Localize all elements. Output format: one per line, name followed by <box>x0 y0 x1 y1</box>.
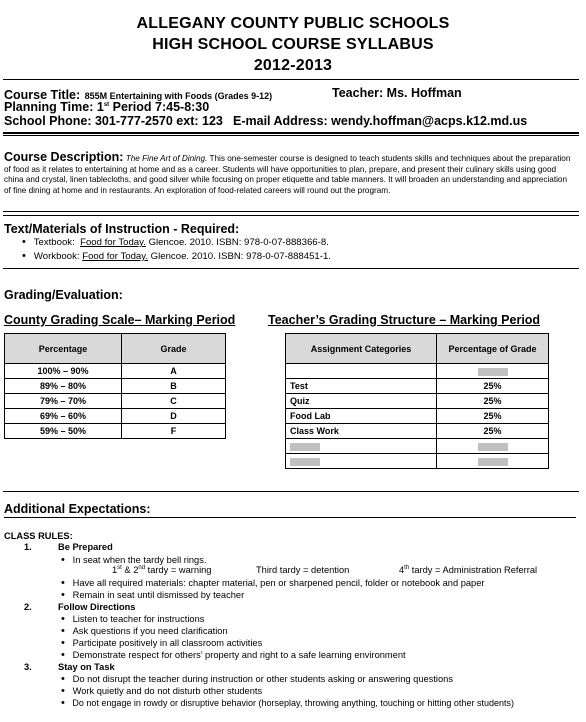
column-header-categories: Assignment Categories <box>286 334 437 364</box>
textbook-label: Textbook: <box>33 237 75 248</box>
percentage-cell: 100% – 90% <box>5 364 122 379</box>
header-line-2: HIGH SCHOOL COURSE SYLLABUS <box>152 36 434 53</box>
table-row <box>5 394 226 409</box>
course-description-italic: The Fine Art of Dining. <box>125 154 208 163</box>
planning-time-row <box>4 100 209 114</box>
list-item: • Ask questions if you need clarification <box>61 625 228 637</box>
table-row <box>286 439 549 454</box>
percentage-cell: 59% – 50% <box>5 424 122 439</box>
table-row <box>5 379 226 394</box>
divider <box>3 135 579 136</box>
workbook-label: Workbook: <box>33 251 80 262</box>
list-item-text: Do not disrupt the teacher during instruction or other students asking or answering questions <box>72 674 453 684</box>
list-item-text: Listen to teacher for instructions <box>72 614 205 624</box>
planning-value: Period 7:45-8:30 <box>112 100 210 114</box>
divider <box>3 79 579 80</box>
table-row <box>286 409 549 424</box>
weight-cell: 25% <box>437 394 549 409</box>
teacher-name: Teacher: Ms. Hoffman <box>332 86 462 100</box>
divider <box>3 215 579 216</box>
tardy-2-sup: nd <box>138 565 146 571</box>
tardy-1-sup: st <box>117 565 122 571</box>
county-scale-heading: County Grading Scale– Marking Period <box>4 313 236 327</box>
category-cell: Food Lab <box>286 409 437 424</box>
tardy-detention: Third tardy = detention <box>256 565 350 575</box>
rule-3-number: 3. <box>24 662 32 672</box>
tardy-referral-text: tardy = Administration Referral <box>409 565 538 576</box>
percentage-cell: 89% – 80% <box>5 379 122 394</box>
tardy-2-num: & 2 <box>121 565 139 576</box>
list-item: • Work quietly and do not disturb other students <box>61 685 263 697</box>
rule-1-title: Be Prepared <box>58 542 113 552</box>
table-header-row <box>5 334 226 364</box>
tardy-1-num: 1 <box>112 565 118 576</box>
list-item: • In seat when the tardy bell rings. <box>61 554 207 566</box>
list-item-text: Have all required materials: chapter material, pen or sharpened pencil, folder or notebook and paper <box>72 578 485 588</box>
school-phone: School Phone: 301-777-2570 ext: 123 <box>4 114 223 128</box>
column-header-percentage-of-grade: Percentage of Grade <box>437 334 549 364</box>
table-row <box>5 424 226 439</box>
weight-cell: 25% <box>437 409 549 424</box>
empty-cell <box>437 439 549 454</box>
course-description-label: Course Description: <box>4 150 124 164</box>
tardy-referral <box>399 565 537 575</box>
list-item-text: Work quietly and do not disturb other students <box>72 686 263 696</box>
divider <box>4 517 576 518</box>
rule-1-number: 1. <box>24 542 32 552</box>
category-cell: Test <box>286 379 437 394</box>
expectations-heading: Additional Expectations: <box>4 502 151 516</box>
rule-2-title: Follow Directions <box>58 602 136 612</box>
grade-cell: B <box>122 379 226 394</box>
divider <box>3 211 579 212</box>
teacher-grading-table <box>285 333 549 469</box>
workbook-details: Glencoe. 2010. ISBN: 978-0-07-888451-1. <box>150 251 331 262</box>
textbook-title: Food for Today. <box>80 237 146 248</box>
rule-2-number: 2. <box>24 602 32 612</box>
county-grading-table <box>4 333 226 439</box>
grade-cell: C <box>122 394 226 409</box>
list-item: • Do not engage in rowdy or disruptive behavior (horseplay, throwing anything, touching or hitting other students) <box>61 697 514 709</box>
grade-cell: F <box>122 424 226 439</box>
table-row <box>286 394 549 409</box>
workbook-title: Food for Today. <box>82 251 148 262</box>
workbook-item: • Workbook: Food for Today. Glencoe. 2010. ISBN: 978-0-07-888451-1. <box>22 250 331 262</box>
list-item-text: In seat when the tardy bell rings. <box>72 555 207 565</box>
list-item: • Do not disrupt the teacher during instruction or other students asking or answering questions <box>61 673 453 685</box>
tardy-4-sup: th <box>404 565 410 571</box>
category-cell: Class Work <box>286 424 437 439</box>
weight-cell: 25% <box>437 379 549 394</box>
list-item: • Remain in seat until dismissed by teacher <box>61 589 245 601</box>
empty-cell <box>286 364 437 379</box>
list-item-text: Ask questions if you need clarification <box>72 626 228 636</box>
tardy-4-num: 4 <box>399 565 405 576</box>
email-address: E-mail Address: wendy.hoffman@acps.k12.md.us <box>233 114 528 128</box>
column-header-grade: Grade <box>122 334 226 364</box>
rule-3-title: Stay on Task <box>58 662 115 672</box>
table-row <box>286 379 549 394</box>
table-row <box>5 409 226 424</box>
grading-heading: Grading/Evaluation: <box>4 288 123 302</box>
header-line-1: ALLEGANY COUNTY PUBLIC SCHOOLS <box>136 15 450 32</box>
tardy-warning-text: tardy = warning <box>145 565 212 576</box>
table-row <box>5 364 226 379</box>
category-cell: Quiz <box>286 394 437 409</box>
list-item: • Participate positively in all classroom activities <box>61 637 263 649</box>
tardy-warning <box>112 565 211 575</box>
column-header-percentage: Percentage <box>5 334 122 364</box>
planning-period-sup: st <box>103 101 110 108</box>
list-item-text: Remain in seat until dismissed by teacher <box>72 590 245 600</box>
course-title-label: Course Title: <box>4 88 81 102</box>
teacher-structure-heading: Teacher’s Grading Structure – Marking Period <box>268 313 541 327</box>
grade-cell: D <box>122 409 226 424</box>
textbook-details: Glencoe. 2010. ISBN: 978-0-07-888366-8. <box>148 237 329 248</box>
empty-cell <box>437 364 549 379</box>
divider <box>3 268 579 269</box>
list-item-text: Demonstrate respect for others’ property and right to a safe learning environment <box>72 650 406 660</box>
percentage-cell: 69% – 60% <box>5 409 122 424</box>
materials-heading: Text/Materials of Instruction - Required: <box>4 222 240 236</box>
divider <box>3 491 579 492</box>
weight-cell: 25% <box>437 424 549 439</box>
divider <box>3 132 579 134</box>
list-item: • Have all required materials: chapter material, pen or sharpened pencil, folder or notebook and paper <box>61 577 485 589</box>
percentage-cell: 79% – 70% <box>5 394 122 409</box>
list-item-text: Do not engage in rowdy or disruptive behavior (horseplay, throwing anything, touching or hitting other students) <box>72 698 514 708</box>
empty-cell <box>286 439 437 454</box>
course-title-value: 855M Entertaining with Foods (Grades 9-12) <box>84 91 273 101</box>
empty-cell <box>437 454 549 469</box>
table-header-row <box>286 334 549 364</box>
empty-cell <box>286 454 437 469</box>
list-item: • Listen to teacher for instructions <box>61 613 205 625</box>
table-row <box>286 424 549 439</box>
list-item-text: Participate positively in all classroom activities <box>72 638 263 648</box>
planning-period-num: 1 <box>96 100 104 114</box>
table-row <box>286 364 549 379</box>
table-row <box>286 454 549 469</box>
planning-label: Planning Time: <box>4 100 94 114</box>
grade-cell: A <box>122 364 226 379</box>
class-rules-label: CLASS RULES: <box>4 531 73 541</box>
course-description-text: This one-semester course is designed to teach students skills and techniques about the preparation of food as it relates to entertaining at home and as a career. Students will have opportunities to plan, prepare, and present their culinary skills using good china and crystal, linen tablecloths, and good silver while focusing on proper etiquette and table manners. It will broaden an understanding and appreciation of fine dining at home and in restaurants. An exploration of food-related careers will round out the program. <box>4 154 571 195</box>
course-description <box>4 152 576 196</box>
textbook-item: • Textbook: Food for Today. Glencoe. 2010. ISBN: 978-0-07-888366-8. <box>22 236 329 248</box>
header-line-3: 2012-2013 <box>253 57 333 74</box>
list-item: • Demonstrate respect for others’ property and right to a safe learning environment <box>61 649 406 661</box>
